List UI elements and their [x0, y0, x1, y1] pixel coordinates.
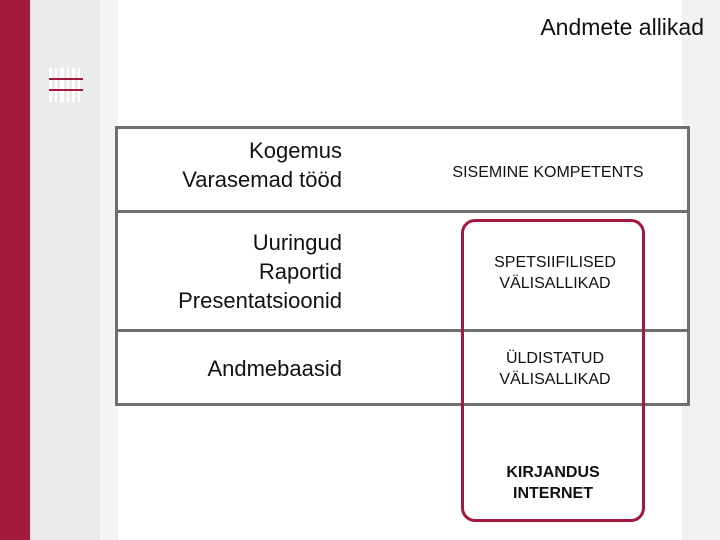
external-sources-highlight: [461, 219, 645, 522]
category-specific-external: SPETSIIFILISED VÄLISALLIKAD: [494, 254, 616, 292]
row-label-studies: Uuringud Raportid Presentatsioonid: [178, 230, 342, 313]
page-title: Andmete allikad: [540, 14, 704, 40]
row-label-databases: Andmebaasid: [207, 356, 342, 381]
category-internal-competence: SISEMINE KOMPETENTS: [452, 164, 644, 181]
row-divider: [115, 210, 690, 213]
category-general-external: ÜLDISTATUD VÄLISALLIKAD: [499, 350, 611, 388]
barcode-grid-logo-icon: [49, 68, 83, 102]
category-literature-internet: KIRJANDUS INTERNET: [506, 464, 600, 502]
left-accent-band: [0, 0, 30, 540]
row-label-experience: Kogemus Varasemad tööd: [182, 138, 342, 192]
